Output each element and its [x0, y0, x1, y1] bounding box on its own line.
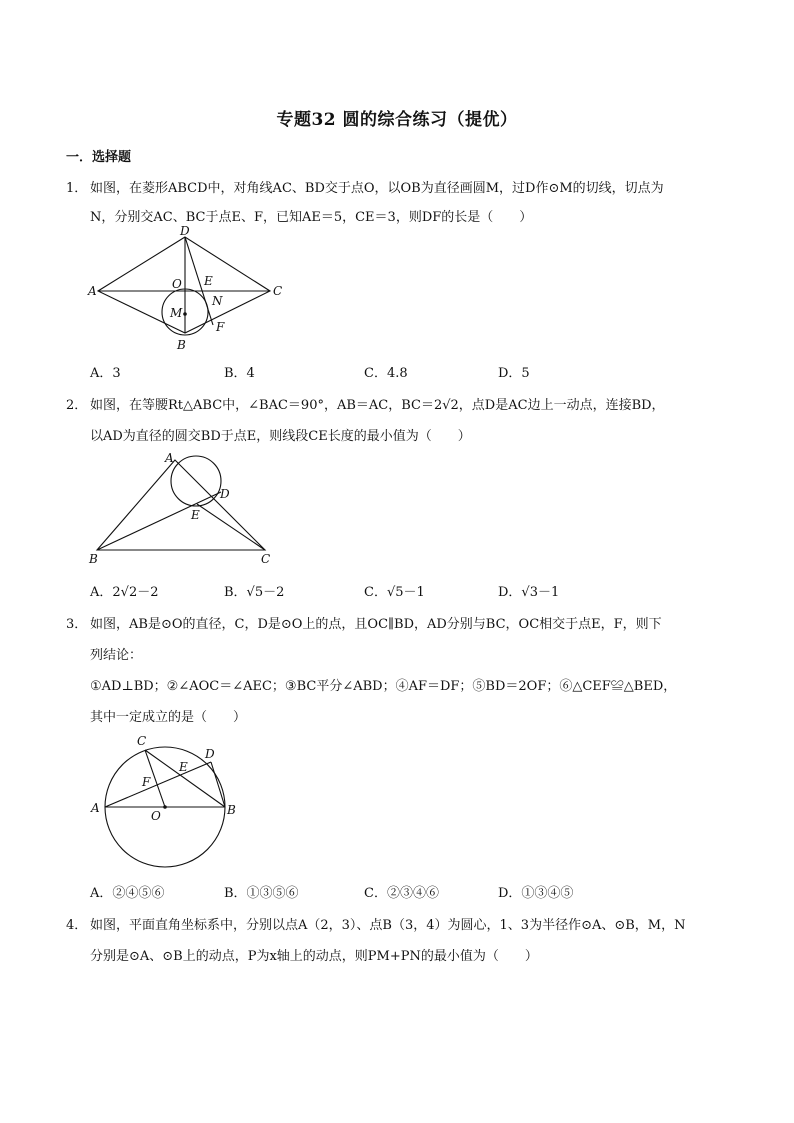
question-1-option-a: A．3 — [90, 366, 121, 381]
question-1-option-c: C．4.8 — [364, 366, 408, 381]
label-b: B — [89, 552, 98, 566]
question-3-figure — [85, 728, 245, 873]
label-o: O — [151, 809, 161, 823]
segment-ad — [105, 762, 211, 807]
question-1-option-d: D．5 — [498, 366, 530, 381]
segment-bd — [211, 762, 225, 807]
segment-bd — [97, 492, 221, 550]
question-1-line-2: N，分别交AC、BC于点E、F，已知AE＝5，CE＝3，则DF的长是（ ） — [90, 210, 533, 225]
label-o: O — [172, 277, 182, 291]
section-heading: 一．选择题 — [66, 150, 132, 165]
question-3-option-b: B．①③⑤⑥ — [224, 886, 299, 901]
label-f: F — [216, 320, 225, 334]
question-1-line-1: 如图，在菱形ABCD中，对角线AC、BD交于点O，以OB为直径画圆M，过D作⊙M的切线，切点为 — [90, 181, 664, 196]
label-e: E — [204, 274, 213, 288]
question-3-option-d: D．①③④⑤ — [498, 886, 574, 901]
question-2-option-c: C．√5－1 — [364, 585, 425, 600]
triangle-abc — [97, 460, 265, 550]
question-2-option-d: D．√3－1 — [498, 585, 560, 600]
question-3-option-c: C．②③④⑥ — [364, 886, 439, 901]
question-1-option-b: B．4 — [224, 366, 255, 381]
question-3-line-1: 如图，AB是⊙O的直径，C，D是⊙O上的点，且OC∥BD，AD分别与BC，OC相交于点E，F，则下 — [90, 617, 662, 632]
segment-ce — [197, 504, 265, 550]
question-4-number: 4． — [66, 918, 88, 933]
label-c: C — [273, 284, 283, 298]
label-d: D — [180, 224, 190, 238]
question-2-figure — [85, 448, 285, 573]
label-n: N — [212, 294, 223, 308]
question-2-option-a: A．2√2－2 — [90, 585, 159, 600]
label-a: A — [91, 801, 100, 815]
question-3-option-a: A．②④⑤⑥ — [90, 886, 165, 901]
rhombus-abcd — [98, 237, 270, 333]
question-3-line-4: 其中一定成立的是（ ） — [90, 710, 247, 725]
label-e: E — [179, 760, 188, 774]
label-d: D — [205, 747, 215, 761]
question-2-number: 2． — [66, 398, 88, 413]
point-o — [163, 805, 167, 809]
label-a: A — [88, 284, 97, 298]
label-f: F — [142, 775, 151, 789]
label-e: E — [191, 508, 200, 522]
question-2-line-1: 如图，在等腰Rt△ABC中，∠BAC＝90°，AB＝AC，BC＝2√2，点D是AC边上一动点，连接BD， — [90, 398, 665, 413]
label-c: C — [261, 552, 271, 566]
label-m: M — [170, 306, 183, 320]
question-1-number: 1． — [66, 181, 88, 196]
question-3-line-3: ①AD⊥BD；②∠AOC＝∠AEC；③BC平分∠ABD；④AF＝DF；⑤BD＝2OF；⑥△CEF≌△BED， — [90, 679, 677, 694]
point-m — [183, 312, 187, 316]
label-b: B — [227, 803, 236, 817]
question-3-line-2: 列结论： — [90, 648, 143, 663]
label-d: D — [220, 487, 230, 501]
question-4-line-1: 如图，平面直角坐标系中，分别以点A（2，3）、点B（3，4）为圆心，1、3为半径作⊙A、⊙B，M，N — [90, 918, 686, 933]
question-3-number: 3． — [66, 617, 88, 632]
label-a: A — [165, 451, 174, 465]
question-4-line-2: 分别是⊙A、⊙B上的动点，P为x轴上的动点，则PM+PN的最小值为（ ） — [90, 949, 538, 964]
question-2-option-b: B．√5－2 — [224, 585, 285, 600]
label-b: B — [177, 338, 186, 352]
question-2-line-2: 以AD为直径的圆交BD于点E，则线段CE长度的最小值为（ ） — [90, 429, 471, 444]
question-1-figure — [80, 225, 300, 360]
page-title: 专题32 圆的综合练习（提优） — [276, 110, 518, 130]
label-c: C — [137, 734, 147, 748]
